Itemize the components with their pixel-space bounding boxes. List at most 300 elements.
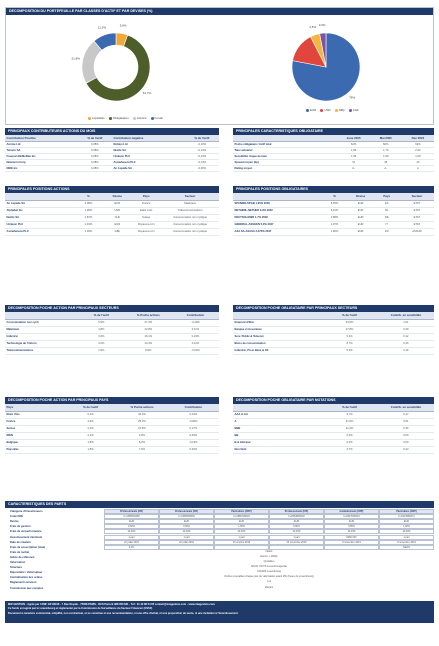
table-cell: 0,11% <box>172 340 219 347</box>
share-char-cell: 10,00% <box>324 529 379 534</box>
table-cell: 3,7% <box>321 446 377 453</box>
column-header: Pays <box>5 404 65 411</box>
equity-positions-title: PRINCIPALES POSITIONS ACTIONS <box>5 186 219 193</box>
table-row <box>233 200 434 207</box>
table-cell: 0,08% <box>78 141 112 147</box>
table-row <box>5 228 219 235</box>
table-cell: 0,04% <box>168 411 219 418</box>
table-cell: BBB <box>233 425 321 432</box>
table-cell: Air Liquide SA <box>112 165 185 171</box>
table-cell: 0,16 <box>378 347 434 354</box>
column-header: Contribution Positive <box>5 135 78 141</box>
table-cell: A- <box>338 165 370 171</box>
column-header: % de l'actif <box>185 135 219 141</box>
table-cell: Matériaux <box>5 326 78 333</box>
column-header: Contribution <box>168 404 219 411</box>
table-cell: Air Liquide SA <box>5 200 73 207</box>
share-char-cell: €250 000 <box>324 535 379 540</box>
table-cell: 0,36 <box>378 425 434 432</box>
table-row <box>233 347 434 354</box>
table-cell: 31,6% <box>321 418 377 425</box>
share-char-cell: Particuliers (CRP) <box>214 509 269 514</box>
table-cell: 0,00 <box>378 432 434 439</box>
share-char-label: Date de création <box>10 540 31 544</box>
table-row <box>5 418 219 425</box>
table-row <box>5 326 219 333</box>
legend-entry <box>335 108 345 112</box>
table-cell: A- <box>370 165 402 171</box>
column-header: % de l'actif <box>321 404 377 411</box>
column-header <box>233 193 321 200</box>
share-char-label: Centralisation des ordres <box>10 576 43 580</box>
share-char-cell: Particuliers (CRP) <box>379 509 434 514</box>
table-cell: Télécommunications <box>161 207 219 214</box>
table-cell: 4,8% <box>78 326 125 333</box>
table-cell: Freeport-McMoRan Inc <box>5 153 78 159</box>
table-cell: Etats Unis <box>131 207 161 214</box>
table-cell: ES <box>374 200 400 207</box>
share-char-cell: LU1365536539 <box>159 514 214 519</box>
share-char-cell: 0,90% <box>269 524 324 529</box>
table-cell: 1,59 <box>338 153 370 159</box>
table-row <box>5 347 219 354</box>
table-cell: Consommation non cyclique <box>161 214 219 221</box>
table-row <box>5 439 219 446</box>
column-header: June 2025 <box>338 135 370 141</box>
share-char-cell: 22 novembre 2019 <box>269 540 324 545</box>
table-cell: 2,1% <box>65 432 116 439</box>
table-cell: GBp <box>103 228 131 235</box>
table-cell: Taux actuariel <box>233 147 338 153</box>
legend-swatch <box>306 109 309 112</box>
table-cell: Rating moyen <box>233 165 338 171</box>
pie-slice-actions <box>82 41 102 83</box>
table-cell: EUR <box>348 200 374 207</box>
data-label: 5,6% <box>119 23 127 28</box>
bond-positions-title: PRINCIPALES POSITIONS OBLIGATAIRES <box>233 186 434 193</box>
table-cell: ETAT <box>400 214 434 221</box>
share-char-value: Ordres recevables chaque jour de valorisation avant 15h (heure du Luxembourg) <box>224 575 314 579</box>
share-char-cell: EUR <box>269 519 324 524</box>
table-cell: 8,2% <box>116 439 167 446</box>
bond-characteristics-title: PRINCIPALES CARACTERISTIQUES OBLIGATAIRE <box>233 128 434 135</box>
table-cell: AstraZeneca PLC <box>112 159 185 165</box>
column-header: % Poche actions <box>125 312 172 319</box>
table-row <box>5 333 219 340</box>
table-row <box>5 319 219 326</box>
column-header <box>5 193 73 200</box>
legend-swatch <box>335 109 338 112</box>
legend-entry <box>88 116 105 120</box>
share-char-cell: 15 octobre 2019 <box>214 540 269 545</box>
table-cell: 0,61 <box>378 418 434 425</box>
table-cell: Biens de consommation <box>233 340 321 347</box>
column-header: Mai 2025 <box>370 135 402 141</box>
share-char-cell: EUR <box>324 519 379 524</box>
share-char-cell: 22 juillet 2019 <box>159 540 214 545</box>
column-header: % de l'actif <box>78 135 112 141</box>
legend-entry <box>349 108 359 112</box>
table-cell: Consommation non cyclique <box>161 228 219 235</box>
share-char-cell: NEAN <box>379 545 434 550</box>
table-cell: DEUTSCH-DBR 1,7% 2032 <box>233 214 321 221</box>
table-cell: EUR <box>348 221 374 228</box>
legend-label: Fonds <box>154 116 163 120</box>
table-cell: 62% <box>402 141 434 147</box>
table-cell: Technologie de l'inform <box>5 340 78 347</box>
data-label: 21,8% <box>71 56 80 61</box>
share-char-cell: 3,0% <box>104 545 159 550</box>
table-cell: Consommation non cycli <box>5 319 78 326</box>
column-header: % de l'actif <box>78 312 125 319</box>
table-cell: 1,43% <box>73 221 103 228</box>
table-row <box>5 411 219 418</box>
table-cell: Tenaris SA <box>5 147 78 153</box>
equity-countries-title: DECOMPOSITION POCHE ACTION PAR PRINCIPAUX PAYS <box>5 397 219 404</box>
column-header <box>233 404 321 411</box>
data-label: 4,5% <box>309 25 317 30</box>
table-cell: A <box>233 418 321 425</box>
table-cell: Amrize Ltd <box>5 141 78 147</box>
data-label: 3,0% <box>318 23 326 28</box>
table-row <box>5 165 219 171</box>
table-row <box>233 228 434 235</box>
legend-swatch <box>320 109 323 112</box>
table-row <box>5 446 219 453</box>
table-cell: 8,7% <box>321 340 377 347</box>
table-cell: NIKE Inc <box>5 165 78 171</box>
table-row <box>233 439 434 446</box>
footer-regulation: Ce fonds est agréé par le Luxembourg et réglementé par la Commission de Surveillance du Secteur Financier (CSSF) <box>8 607 153 611</box>
share-char-cell: 1 part <box>379 535 434 540</box>
table-cell: France <box>131 200 161 207</box>
share-char-cell: 22 juillet 2019 <box>104 540 159 545</box>
share-char-cell: 8 novembre 2019 <box>324 540 379 545</box>
table-row <box>233 333 434 340</box>
legend-entry <box>306 108 316 112</box>
table-cell: -0,13% <box>185 159 219 165</box>
table-cell: EUR <box>348 228 374 235</box>
table-cell: EUR <box>103 200 131 207</box>
table-row <box>233 165 434 171</box>
bond-sectors-table <box>233 312 434 355</box>
table-row <box>233 319 434 326</box>
table-row <box>233 207 434 214</box>
table-cell: Royaume-Uni <box>131 221 161 228</box>
asset-class-donut <box>46 18 186 116</box>
share-char-cell: 10,00% <box>104 529 159 534</box>
table-cell: EUR <box>103 221 131 228</box>
table-cell: NL <box>374 207 400 214</box>
table-row <box>233 418 434 425</box>
allocation-panel <box>5 7 434 125</box>
share-char-label: Commission aux comptes <box>10 586 44 590</box>
table-cell: France <box>5 418 65 425</box>
table-row <box>233 411 434 418</box>
table-cell: 27,4% <box>125 319 172 326</box>
bond-ratings-table <box>233 404 434 454</box>
table-cell: 1,73 <box>370 147 402 153</box>
table-cell: NETHERL-NETHER 0,0% 2032 <box>233 207 321 214</box>
table-cell: AXA SA-AXASA 3,375% 2047 <box>233 228 321 235</box>
table-row <box>5 200 219 207</box>
legend-entry <box>151 116 163 120</box>
bond-sectors-title: DECOMPOSITION POCHE OBLIGATAIRE PAR PRINCIPAUX SECTEURS <box>233 305 434 312</box>
table-cell: DE <box>374 214 400 221</box>
table-cell: 0,00% <box>168 432 219 439</box>
table-cell: Serv. Public & Telecom <box>233 333 321 340</box>
table-cell: Nestle SA <box>112 147 185 153</box>
table-cell: 0,17 <box>378 411 434 418</box>
table-cell: 0,0% <box>321 439 377 446</box>
table-cell: SPANISH-SPGB 1,95% 2030 <box>233 200 321 207</box>
share-char-label: Frais de gestion <box>10 525 31 529</box>
column-header: Contrib. en sensibilité <box>378 312 434 319</box>
column-header: Secteur <box>400 193 434 200</box>
contributors-title: PRINCIPAUX CONTRIBUTEURS ACTIONS DU MOIS <box>5 128 219 135</box>
share-char-value: Estrun + 100pb <box>260 554 278 558</box>
share-char-cell: 0,55% <box>324 524 379 529</box>
share-char-cell: 1 part <box>159 535 214 540</box>
table-row <box>233 432 434 439</box>
table-cell: Belgique <box>5 439 65 446</box>
share-char-value: CACEIS Luxembourg <box>257 570 281 574</box>
table-row <box>233 340 434 347</box>
share-char-label: Dépositaire / Valorisateur <box>10 571 43 575</box>
table-cell: 1,01 <box>378 319 434 326</box>
column-header: % de l'actif <box>65 404 116 411</box>
table-cell: 22,8% <box>125 326 172 333</box>
column-header: % Poche actions <box>116 404 167 411</box>
table-cell: Unilever PLC <box>5 221 73 228</box>
legend-entry <box>109 116 129 120</box>
share-char-label: Frais de souscription (max) <box>10 545 46 549</box>
table-cell: 8,35% <box>321 200 347 207</box>
table-cell: 2,20 <box>402 147 434 153</box>
column-header: % <box>73 193 103 200</box>
legend-swatch <box>133 117 136 120</box>
table-cell: 1,6% <box>65 439 116 446</box>
table-cell: 0,23 <box>378 446 434 453</box>
table-cell: 0,08% <box>78 153 112 159</box>
table-cell: 1,87% <box>73 214 103 221</box>
table-cell: 33,6% <box>321 319 377 326</box>
table-cell: -0,13% <box>185 153 219 159</box>
footer-disclaimer: Document à caractère commercial, simplifié, non contractuel, et ne constitue ni une recommandation, ni une offre d'achat, ni une proposition de vente, ni une incitation à l'investissement. <box>8 611 239 615</box>
currency-pie <box>256 18 396 116</box>
column-header: % <box>321 193 347 200</box>
table-cell: ETAT <box>400 207 434 214</box>
table-cell: 1,86 <box>338 147 370 153</box>
table-cell: 0,08% <box>78 159 112 165</box>
legend-swatch <box>109 117 112 120</box>
table-cell: Suisse <box>5 425 65 432</box>
table-cell: 60% <box>370 141 402 147</box>
table-cell: Spread moyen (bp) <box>233 159 338 165</box>
table-cell: GENERAL-ASSGEN 5,0% 2047 <box>233 221 321 228</box>
table-row <box>5 207 219 214</box>
table-cell: Emprunt d'Etat <box>233 319 321 326</box>
share-char-value: J+2 <box>266 580 272 584</box>
table-cell: 3,7% <box>321 411 377 418</box>
legend-entry <box>320 108 330 112</box>
table-row <box>5 340 219 347</box>
table-cell: 0,02% <box>168 446 219 453</box>
contributors-panel <box>5 128 219 172</box>
legend-label: USD <box>324 108 331 112</box>
table-cell: BB <box>233 432 321 439</box>
share-char-label: Catégorie d'investisseurs <box>10 510 43 513</box>
table-cell: Matériaux <box>161 200 219 207</box>
share-char-cell: 1 part <box>214 535 269 540</box>
share-char-cell: 1,60% <box>214 524 269 529</box>
share-char-label: Indice de référence <box>10 555 35 559</box>
column-header: Dec 2024 <box>402 135 434 141</box>
legend-label: CHF <box>352 108 359 112</box>
share-char-label: Règlement Livraison <box>10 581 37 585</box>
contributors-table <box>5 135 219 172</box>
table-cell: EUR <box>348 207 374 214</box>
equity-sectors-table <box>5 312 219 355</box>
bond-positions-panel <box>233 186 434 236</box>
table-cell: ASSUR <box>400 228 434 235</box>
share-char-cell: 10,00% <box>269 529 324 534</box>
share-char-label: Frais de surperformance <box>10 530 42 534</box>
table-cell: Pays-Bas <box>5 446 65 453</box>
table-row <box>5 432 219 439</box>
table-cell: Sensibilité risque de taux <box>233 153 338 159</box>
table-cell: 0,08% <box>78 165 112 171</box>
share-characteristics-title: CARACTERISTIQUES DES PARTS <box>5 501 434 508</box>
table-row <box>233 221 434 228</box>
share-char-label: Investissement minimum <box>10 535 43 539</box>
table-cell: Télécommunications <box>5 347 78 354</box>
legend-label: Obligataires <box>112 116 129 120</box>
table-cell: 1,5% <box>65 446 116 453</box>
table-row <box>233 446 434 453</box>
table-cell: 0,00 <box>378 439 434 446</box>
equity-countries-panel <box>5 397 219 454</box>
table-cell: -0,06% <box>168 418 219 425</box>
column-header <box>5 312 78 319</box>
share-char-cell: 1 part <box>104 535 159 540</box>
table-cell: B & inférieur <box>233 439 321 446</box>
table-row <box>5 425 219 432</box>
share-char-cell: 10,00% <box>379 529 434 534</box>
table-cell: 2,88% <box>321 214 347 221</box>
table-cell: -0,16% <box>185 141 219 147</box>
share-char-value: Néant <box>265 549 273 553</box>
share-char-cell: Institutionnels (CRP) <box>324 509 379 514</box>
table-cell: 5,3% <box>321 347 377 354</box>
table-cell: 1,96% <box>73 207 103 214</box>
legend-entry <box>133 116 147 120</box>
bond-positions-table <box>233 193 434 236</box>
share-char-cell: EUR <box>379 519 434 524</box>
table-cell: Non Noté <box>233 446 321 453</box>
data-label: 11,2% <box>97 25 107 30</box>
table-cell: IT <box>374 221 400 228</box>
table-cell: 4,9% <box>65 418 116 425</box>
bond-sectors-panel <box>233 305 434 355</box>
table-cell: Alphabet Inc <box>5 207 73 214</box>
table-cell: 0,24% <box>172 333 219 340</box>
share-char-value: SICAV UCITS Luxembourgeoise <box>250 565 288 569</box>
footer <box>5 601 434 623</box>
share-char-cell: EUR <box>104 519 159 524</box>
table-cell: 5,9% <box>78 319 125 326</box>
table-cell: 0,0% <box>116 432 167 439</box>
table-cell: A <box>402 165 434 171</box>
table-cell: 1,69 <box>402 153 434 159</box>
legend-label: Liquidités <box>92 116 105 120</box>
table-cell: 0,11% <box>172 326 219 333</box>
table-cell: Industrie, Prod. Base & Oil <box>233 347 321 354</box>
share-char-cell: Professionnels (CR) <box>159 509 214 514</box>
share-char-cell: EUR <box>159 519 214 524</box>
table-row <box>5 221 219 228</box>
table-cell: ETAT <box>400 200 434 207</box>
legend-swatch <box>88 117 91 120</box>
table-cell: 0,08% <box>78 147 112 153</box>
table-cell: -0,13% <box>168 439 219 446</box>
table-cell: CHF <box>103 214 131 221</box>
table-cell: Industrie <box>5 333 78 340</box>
share-char-cell: EUR <box>214 519 269 524</box>
table-cell: 0,0% <box>321 432 377 439</box>
table-cell: 1,39% <box>73 228 103 235</box>
legend-swatch <box>349 109 352 112</box>
share-char-cell: 1,90% <box>379 524 434 529</box>
share-char-label: Frais de rachat <box>10 550 30 554</box>
table-cell: 32,0% <box>116 411 167 418</box>
table-cell: 0,17% <box>168 425 219 432</box>
column-header: Contribution <box>172 312 219 319</box>
legend-label: Actions <box>136 116 147 120</box>
table-cell: 0,12 <box>378 333 434 340</box>
table-cell: 6,1% <box>321 333 377 340</box>
table-cell: 6,4% <box>65 411 116 418</box>
share-char-cell: 0,60% <box>104 524 159 529</box>
share-char-cell: Professionnels (CR) <box>104 509 159 514</box>
table-cell: USD <box>103 207 131 214</box>
share-char-cell: 0,60% <box>159 524 214 529</box>
table-cell: 14,3% <box>125 340 172 347</box>
column-header: Secteur <box>161 193 219 200</box>
asset-class-legend <box>88 116 167 121</box>
table-cell: Suisse <box>131 214 161 221</box>
table-cell: -0,13% <box>185 147 219 153</box>
bond-ratings-title: DECOMPOSITION POCHE OBLIGATAIRE PAR NOTATIONS <box>233 397 434 404</box>
legend-label: GBp <box>338 108 345 112</box>
table-cell: Roblox Ltd <box>112 141 185 147</box>
table-cell: RIEN <box>5 432 65 439</box>
table-cell: 62% <box>338 141 370 147</box>
table-cell: Royaume-Uni <box>131 228 161 235</box>
table-cell: 7,6% <box>116 446 167 453</box>
data-label: 78% <box>349 95 356 100</box>
share-char-value: Quotidien <box>263 560 275 563</box>
table-cell: -0,40% <box>172 319 219 326</box>
share-char-cell: 10,00% <box>159 529 214 534</box>
table-cell: -0,03% <box>172 347 219 354</box>
table-cell: 27,8% <box>321 326 377 333</box>
share-char-label: Code ISIN <box>10 515 23 519</box>
data-label: 61,7% <box>142 90 152 95</box>
table-cell: 16,1% <box>125 333 172 340</box>
table-cell: 6,21% <box>321 207 347 214</box>
table-row <box>233 214 434 221</box>
